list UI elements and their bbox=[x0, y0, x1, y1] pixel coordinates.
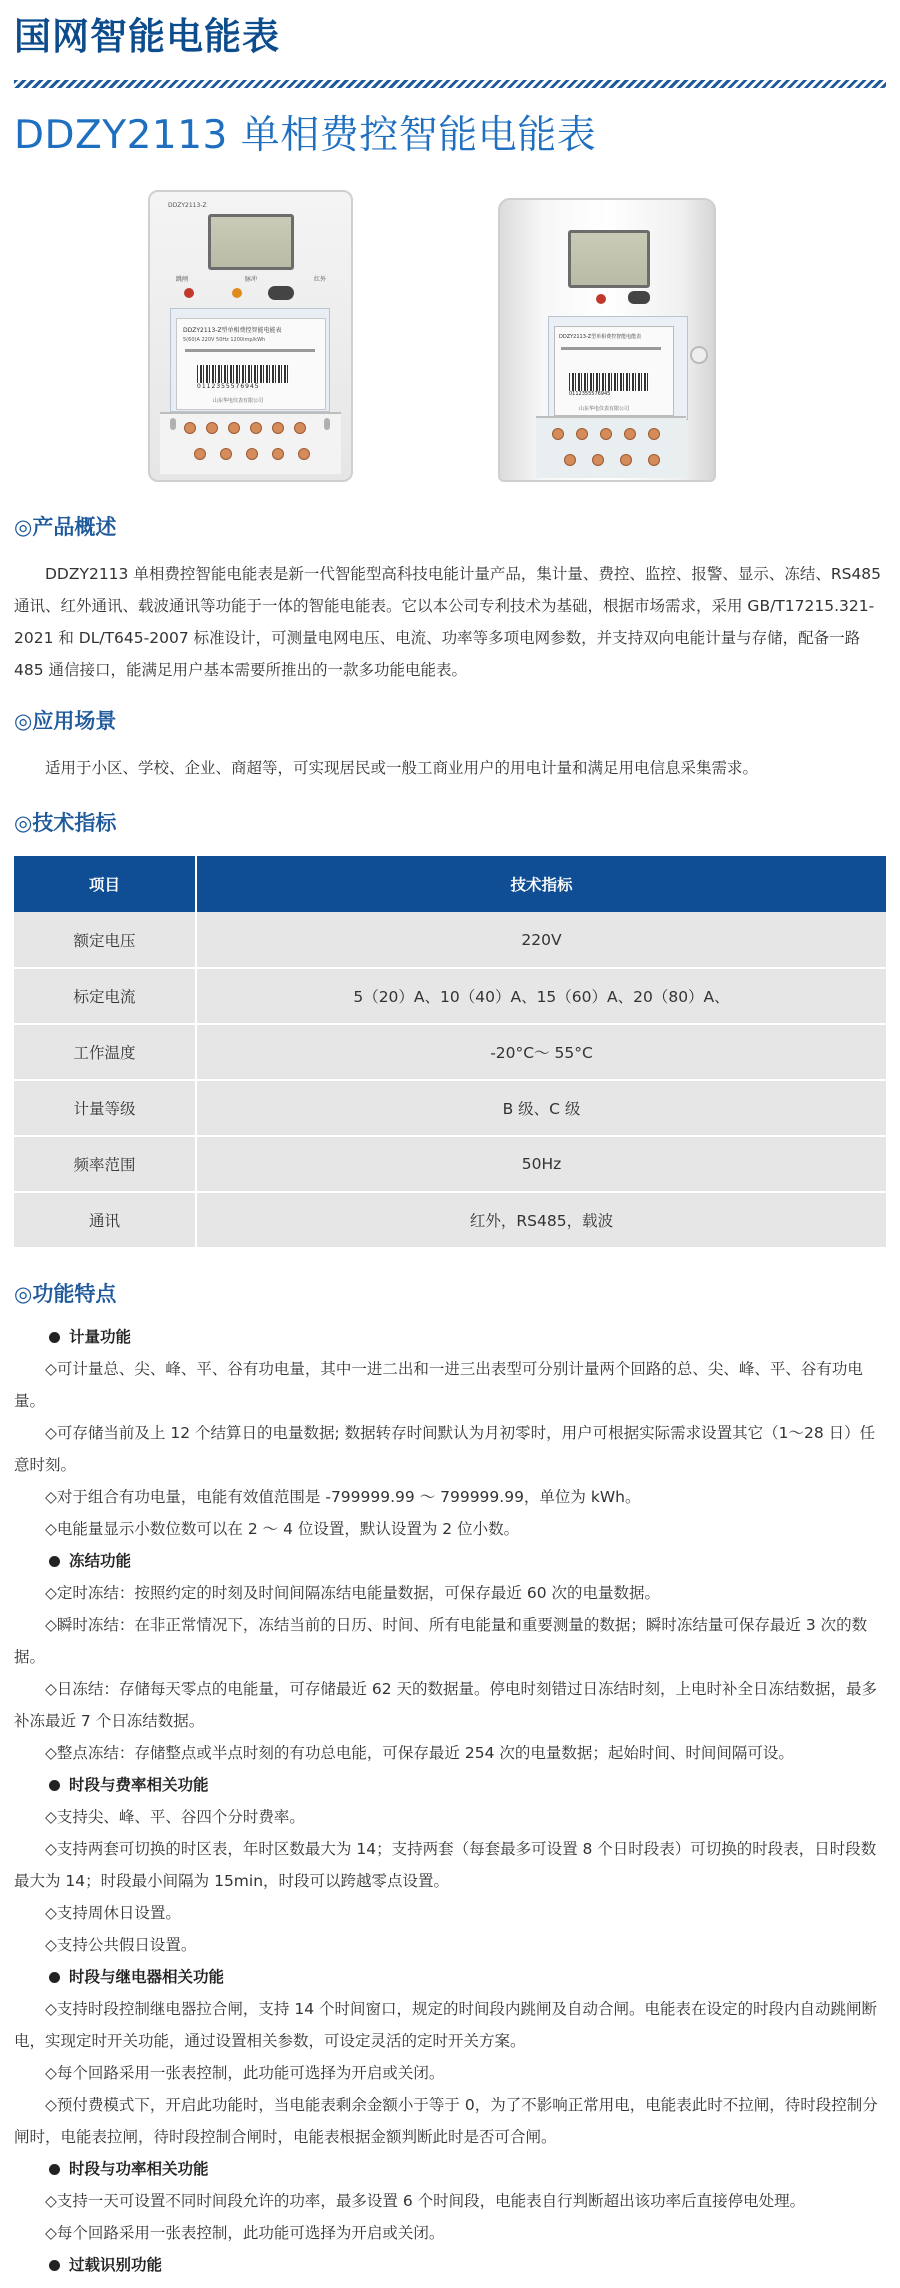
seal-knob-icon bbox=[690, 346, 708, 364]
barcode-icon bbox=[197, 365, 289, 383]
terminal-screw-icon bbox=[648, 428, 660, 440]
bullet-icon bbox=[49, 1556, 60, 1567]
meter-a-top-text: DDZY2113-Z bbox=[168, 202, 207, 209]
section-heading-application: ◎应用场景 bbox=[14, 709, 117, 733]
hatch-divider bbox=[14, 80, 886, 88]
spec-item: 频率范围 bbox=[14, 1136, 196, 1192]
terminal-screw-icon bbox=[298, 448, 310, 460]
section-heading-specs: ◎技术指标 bbox=[14, 811, 117, 835]
pulse-led-icon bbox=[232, 288, 242, 298]
terminal-screw-icon bbox=[624, 428, 636, 440]
product-title: DDZY2113 单相费控智能电能表 bbox=[14, 113, 597, 158]
terminal-block bbox=[160, 412, 341, 474]
section-heading-overview: ◎产品概述 bbox=[14, 515, 117, 539]
bullet-icon bbox=[49, 1780, 60, 1791]
spec-value: -20°C～ 55°C bbox=[196, 1024, 886, 1080]
feature-line: ◇支持一天可设置不同时间段允许的功率，最多设置 6 个时间段，电能表自行判断超出该功率后直接停电处理。 bbox=[45, 2192, 806, 2210]
serial-number: 0112355576945 bbox=[197, 383, 260, 390]
terminal-screw-icon bbox=[600, 428, 612, 440]
feature-line: ◇电能量显示小数位数可以在 2 ～ 4 位设置，默认设置为 2 位小数。 bbox=[45, 1520, 520, 1538]
overview-text: DDZY2113 单相费控智能电能表是新一代智能型高科技电能计量产品，集计量、费控、监控、报警、显示、冻结、RS485 通讯、红外通讯、载波通讯等功能于一体的智能电能表。它以本公司专利技术为基础，根据市场需求，采用 GB/T17215.321-2021 和 DL/T645-2007 标准设计，可测量电网电压、电流、功率等多项电网参数，并支持双向电能计量与存储，配备一路 485 通信接口，能满足用户基本需要所推出的一款多功能电能表。 bbox=[14, 565, 882, 679]
table-row bbox=[14, 1080, 886, 1136]
features-list bbox=[14, 1321, 886, 2281]
terminal-screw-icon bbox=[272, 422, 284, 434]
nameplate bbox=[554, 326, 674, 416]
terminal-screw-icon bbox=[564, 454, 576, 466]
label-trip: 跳闸 bbox=[176, 276, 189, 283]
feature-group-title: 冻结功能 bbox=[14, 1545, 886, 1577]
table-row bbox=[14, 1192, 886, 1248]
feature-group-title: 计量功能 bbox=[14, 1321, 886, 1353]
terminal-screw-icon bbox=[206, 422, 218, 434]
feature-group-title: 时段与功率相关功能 bbox=[14, 2153, 886, 2185]
application-text: 适用于小区、学校、企业、商超等，可实现居民或一般工商业用户的用电计量和满足用电信息采集需求。 bbox=[45, 759, 759, 777]
brand-title: 国网智能电能表 bbox=[14, 15, 280, 58]
nameplate-model: DDZY2113-Z型单相费控智能电能表 bbox=[183, 327, 282, 334]
feature-group-title: 时段与继电器相关功能 bbox=[14, 1961, 886, 1993]
feature-line: ◇每个回路采用一张表控制，此功能可选择为开启或关闭。 bbox=[45, 2064, 445, 2082]
spec-item: 额定电压 bbox=[14, 912, 196, 968]
terminal-screw-icon bbox=[576, 428, 588, 440]
feature-line: ◇支持两套可切换的时区表，年时区数最大为 14；支持两套（每套最多可设置 8 个日时段表）可切换的时段表，日时段数最大为 14；时段最小间隔为 15min，时段可以跨越零点设置。 bbox=[14, 1840, 877, 1890]
terminal-screw-icon bbox=[294, 422, 306, 434]
terminal-screw-icon bbox=[220, 448, 232, 460]
infrared-port-icon bbox=[628, 291, 650, 304]
spec-col-item: 项目 bbox=[14, 856, 196, 912]
spec-table-header-row bbox=[14, 856, 886, 912]
terminal-screw-icon bbox=[250, 422, 262, 434]
feature-line: ◇可存储当前及上 12 个结算日的电量数据; 数据转存时间默认为月初零时，用户可根据实际需求设置其它（1～28 日）任意时刻。 bbox=[14, 1424, 876, 1474]
meter-front-image bbox=[148, 190, 353, 482]
feature-line: ◇支持公共假日设置。 bbox=[45, 1936, 197, 1954]
serial-number: 0112355576945 bbox=[569, 391, 611, 397]
lcd-display bbox=[568, 230, 650, 288]
spec-value: 红外，RS485，载波 bbox=[196, 1192, 886, 1248]
feature-group-title: 时段与费率相关功能 bbox=[14, 1769, 886, 1801]
bullet-icon bbox=[49, 1332, 60, 1343]
led-icon bbox=[596, 294, 606, 304]
brand-header bbox=[14, 12, 886, 62]
spec-item: 工作温度 bbox=[14, 1024, 196, 1080]
table-row bbox=[14, 1136, 886, 1192]
label-infrared: 红外 bbox=[313, 276, 326, 283]
feature-line: ◇每个回路采用一张表控制，此功能可选择为开启或关闭。 bbox=[45, 2224, 445, 2242]
spec-value: 50Hz bbox=[196, 1136, 886, 1192]
feature-line: ◇支持时段控制继电器拉合闸，支持 14 个时间窗口，规定的时间段内跳闸及自动合闸。电能表在设定的时段内自动跳闸断电，实现定时开关功能，通过设置相关参数，可设定灵活的定时开关方案。 bbox=[14, 2000, 878, 2050]
infrared-port-icon bbox=[268, 286, 294, 300]
table-row bbox=[14, 968, 886, 1024]
feature-line: ◇对于组合有功电量，电能有效值范围是 -799999.99 ～ 799999.99，单位为 kWh。 bbox=[45, 1488, 641, 1506]
feature-line: ◇日冻结：存储每天零点的电能量，可存储最近 62 天的数据量。停电时刻错过日冻结时刻，上电时补全日冻结数据，最多补冻最近 7 个日冻结数据。 bbox=[14, 1680, 878, 1730]
trip-led-icon bbox=[184, 288, 194, 298]
spec-item: 计量等级 bbox=[14, 1080, 196, 1136]
feature-line: ◇定时冻结：按照约定的时刻及时间间隔冻结电能量数据，可保存最近 60 次的电量数据。 bbox=[45, 1584, 661, 1602]
feature-line: ◇整点冻结：存储整点或半点时刻的有功总电能，可保存最近 254 次的电量数据；起始时间、时间间隔可设。 bbox=[45, 1744, 794, 1762]
nameplate bbox=[176, 318, 326, 410]
terminal-block bbox=[536, 416, 686, 478]
feature-line: ◇瞬时冻结：在非正常情况下，冻结当前的日历、时间、所有电能量和重要测量的数据；瞬时冻结量可保存最近 3 次的数据。 bbox=[14, 1616, 868, 1666]
spec-col-value: 技术指标 bbox=[196, 856, 886, 912]
terminal-screw-icon bbox=[246, 448, 258, 460]
spec-value: B 级、C 级 bbox=[196, 1080, 886, 1136]
bullet-icon bbox=[49, 1972, 60, 1983]
nameplate-model: DDZY2113-Z型单相费控智能电能表 bbox=[559, 334, 642, 340]
spec-table bbox=[14, 856, 886, 1249]
maker-name: 山东华电仪表有限公司 bbox=[579, 406, 630, 412]
nameplate-rating: 5(60)A 220V 50Hz 1200imp/kWh bbox=[183, 337, 266, 343]
terminal-screw-icon bbox=[552, 428, 564, 440]
feature-line: ◇预付费模式下，开启此功能时，当电能表剩余金额小于等于 0，为了不影响正常用电，电能表此时不拉闸，待时段控制分闸时，电能表拉闸，待时段控制合闸时，电能表根据金额判断此时是否可合闸。 bbox=[14, 2096, 878, 2146]
bullet-icon bbox=[49, 2164, 60, 2175]
spec-value: 220V bbox=[196, 912, 886, 968]
spec-value: 5（20）A、10（40）A、15（60）A、20（80）A、 bbox=[196, 968, 886, 1024]
terminal-screw-icon bbox=[592, 454, 604, 466]
terminal-screw-icon bbox=[620, 454, 632, 466]
maker-name: 山东华电仪表有限公司 bbox=[213, 398, 264, 404]
table-row bbox=[14, 1024, 886, 1080]
terminal-screw-icon bbox=[194, 448, 206, 460]
table-row bbox=[14, 912, 886, 968]
feature-line: ◇可计量总、尖、峰、平、谷有功电量，其中一进二出和一进三出表型可分别计量两个回路的总、尖、峰、平、谷有功电量。 bbox=[14, 1360, 863, 1410]
terminal-screw-icon bbox=[648, 454, 660, 466]
terminal-screw-icon bbox=[228, 422, 240, 434]
feature-group-title: 过载识别功能 bbox=[14, 2249, 886, 2281]
terminal-screw-icon bbox=[272, 448, 284, 460]
lcd-display bbox=[208, 214, 294, 270]
feature-line: ◇支持周休日设置。 bbox=[45, 1904, 181, 1922]
meter-angled-image bbox=[498, 198, 716, 482]
spec-item: 通讯 bbox=[14, 1192, 196, 1248]
feature-line: ◇支持尖、峰、平、谷四个分时费率。 bbox=[45, 1808, 305, 1826]
label-pulse: 脉冲 bbox=[244, 276, 257, 283]
terminal-screw-icon bbox=[184, 422, 196, 434]
spec-item: 标定电流 bbox=[14, 968, 196, 1024]
barcode-icon bbox=[569, 373, 649, 391]
section-heading-features: ◎功能特点 bbox=[14, 1282, 117, 1306]
bullet-icon bbox=[49, 2260, 60, 2271]
